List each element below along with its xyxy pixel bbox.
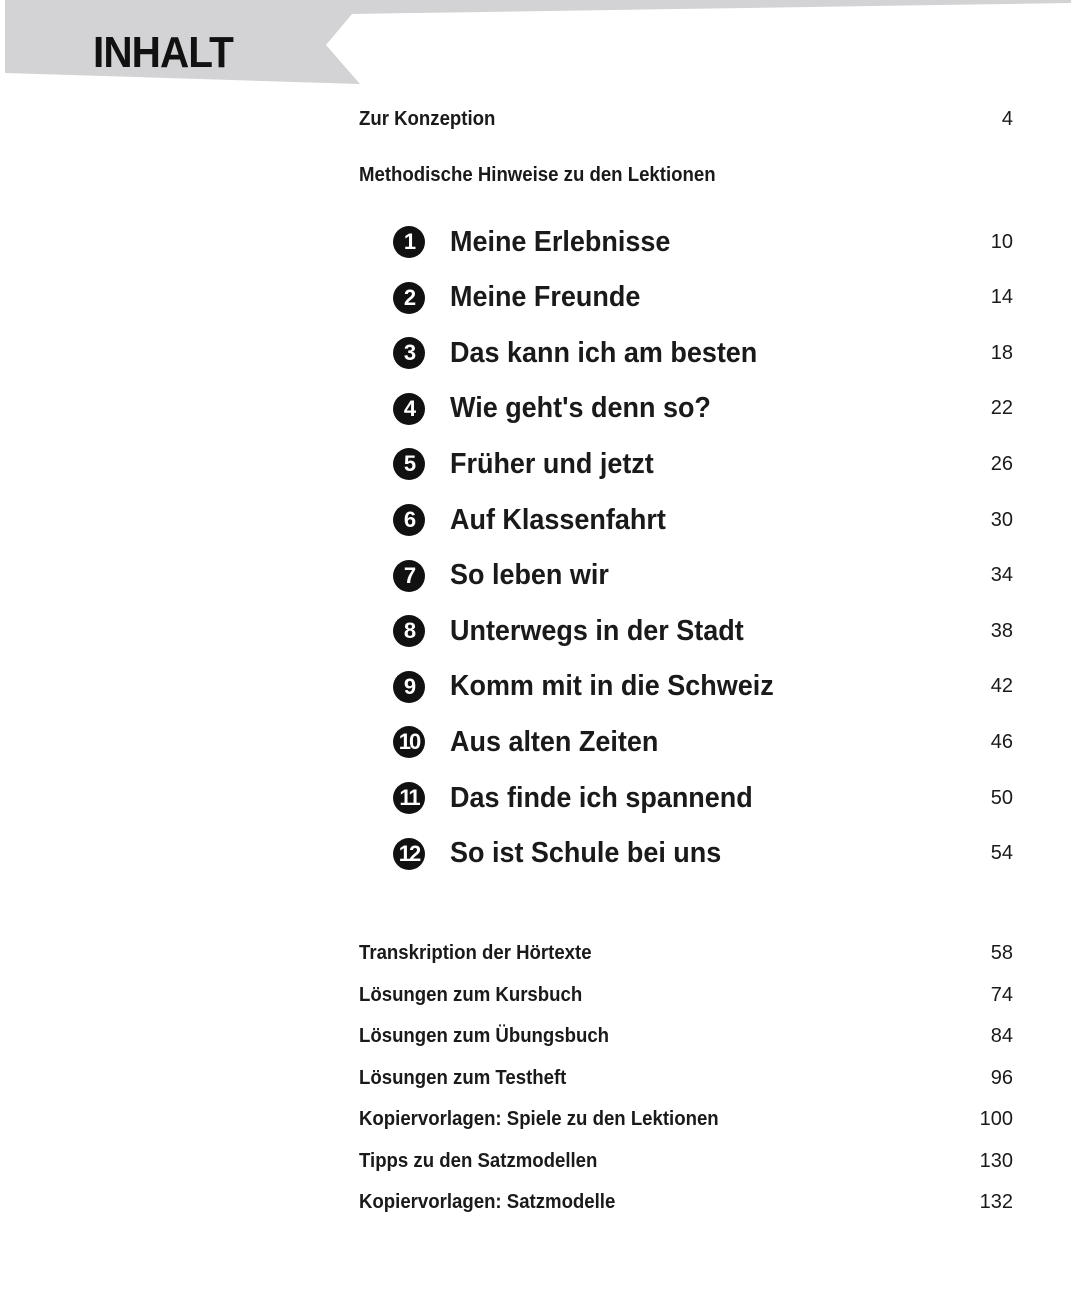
toc-entry[interactable] <box>359 984 1013 1007</box>
toc-entry[interactable] <box>359 942 1013 965</box>
lesson-page: 34 <box>990 564 1013 587</box>
lesson-title: Früher und jetzt <box>450 447 654 480</box>
lesson-page: 10 <box>990 230 1013 253</box>
lesson-entry[interactable] <box>393 391 1013 427</box>
lesson-heading <box>393 504 682 537</box>
lesson-title: Komm mit in die Schweiz <box>450 670 774 703</box>
lesson-page: 26 <box>990 452 1013 475</box>
lesson-number-badge: 9 <box>393 671 425 703</box>
entry-page: 84 <box>990 1025 1013 1047</box>
lesson-title: Wie geht's denn so? <box>450 392 711 425</box>
entry-title: Lösungen zum Testheft <box>359 1066 567 1089</box>
lesson-page: 50 <box>990 786 1013 809</box>
lesson-title: Das finde ich spannend <box>450 781 753 814</box>
entry-title: Tipps zu den Satzmodellen <box>359 1149 598 1172</box>
toc-entry[interactable] <box>359 1067 1013 1090</box>
lesson-title: Aus alten Zeiten <box>450 725 659 758</box>
lesson-entry[interactable] <box>393 780 1013 816</box>
lesson-title: Auf Klassenfahrt <box>450 503 666 536</box>
lesson-title: Das kann ich am besten <box>450 336 758 369</box>
toc-entry[interactable] <box>359 1150 1013 1173</box>
lesson-page: 22 <box>990 397 1013 420</box>
toc-entry[interactable] <box>359 1108 1013 1131</box>
lesson-entry[interactable] <box>393 669 1013 705</box>
lesson-number-badge: 3 <box>393 337 425 369</box>
lesson-heading <box>393 726 674 759</box>
lesson-heading <box>393 782 776 815</box>
lesson-entry[interactable] <box>393 502 1013 538</box>
lesson-number-badge: 4 <box>393 393 425 425</box>
toc-entry[interactable] <box>359 1025 1013 1048</box>
entry-page: 58 <box>990 942 1013 964</box>
lesson-page: 38 <box>990 619 1013 642</box>
toc-entry[interactable] <box>359 164 1013 187</box>
entry-page: 96 <box>990 1066 1013 1089</box>
lesson-title: Unterwegs in der Stadt <box>450 614 744 647</box>
toc-entry[interactable] <box>359 108 1013 131</box>
lesson-page: 14 <box>990 286 1013 309</box>
lesson-number-badge: 12 <box>393 838 425 870</box>
lesson-heading <box>393 337 780 370</box>
lesson-title: So leben wir <box>450 559 609 592</box>
entry-title: Transkription der Hörtexte <box>359 942 592 964</box>
entry-title: Kopiervorlagen: Satzmodelle <box>359 1191 616 1213</box>
entry-page: 74 <box>990 983 1013 1006</box>
lesson-heading <box>393 837 742 870</box>
entry-page: 130 <box>979 1149 1013 1172</box>
lesson-page: 30 <box>990 508 1013 531</box>
lesson-number-badge: 1 <box>393 226 425 258</box>
entry-title: Methodische Hinweise zu den Lektionen <box>359 164 716 186</box>
lesson-title: Meine Erlebnisse <box>450 225 671 258</box>
lesson-entry[interactable] <box>393 724 1013 760</box>
lesson-page: 18 <box>990 341 1013 364</box>
lesson-page: 54 <box>990 842 1013 865</box>
entry-page: 100 <box>979 1108 1013 1130</box>
lesson-number-badge: 2 <box>393 282 425 314</box>
lesson-heading <box>393 281 655 314</box>
lesson-entry[interactable] <box>393 446 1013 482</box>
page-title: INHALT <box>93 28 233 77</box>
lesson-entry[interactable] <box>393 836 1013 872</box>
entry-title: Lösungen zum Übungsbuch <box>359 1025 610 1047</box>
entry-title: Lösungen zum Kursbuch <box>359 983 583 1006</box>
lesson-heading <box>393 392 731 425</box>
lesson-heading <box>393 448 669 481</box>
lesson-page: 42 <box>990 675 1013 698</box>
lesson-title: Meine Freunde <box>450 281 641 314</box>
entry-page: 4 <box>1001 108 1013 130</box>
lesson-heading <box>393 670 798 703</box>
lesson-entry[interactable] <box>393 335 1013 371</box>
lesson-heading <box>393 559 621 592</box>
lesson-number-badge: 5 <box>393 448 425 480</box>
lesson-number-badge: 8 <box>393 615 425 647</box>
lesson-entry[interactable] <box>393 613 1013 649</box>
lesson-entry[interactable] <box>393 224 1013 260</box>
lesson-number-badge: 6 <box>393 504 425 536</box>
entry-page: 132 <box>979 1191 1013 1213</box>
lesson-number-badge: 7 <box>393 560 425 592</box>
lesson-heading <box>393 226 687 259</box>
entry-title: Zur Konzeption <box>359 108 496 130</box>
lesson-title: So ist Schule bei uns <box>450 837 722 870</box>
lesson-entry[interactable] <box>393 558 1013 594</box>
lesson-number-badge: 10 <box>393 726 425 758</box>
lesson-entry[interactable] <box>393 280 1013 316</box>
lesson-number-badge: 11 <box>393 782 425 814</box>
lesson-page: 46 <box>990 730 1013 753</box>
toc-entry[interactable] <box>359 1191 1013 1214</box>
lesson-heading <box>393 615 766 648</box>
entry-title: Kopiervorlagen: Spiele zu den Lektionen <box>359 1108 719 1130</box>
